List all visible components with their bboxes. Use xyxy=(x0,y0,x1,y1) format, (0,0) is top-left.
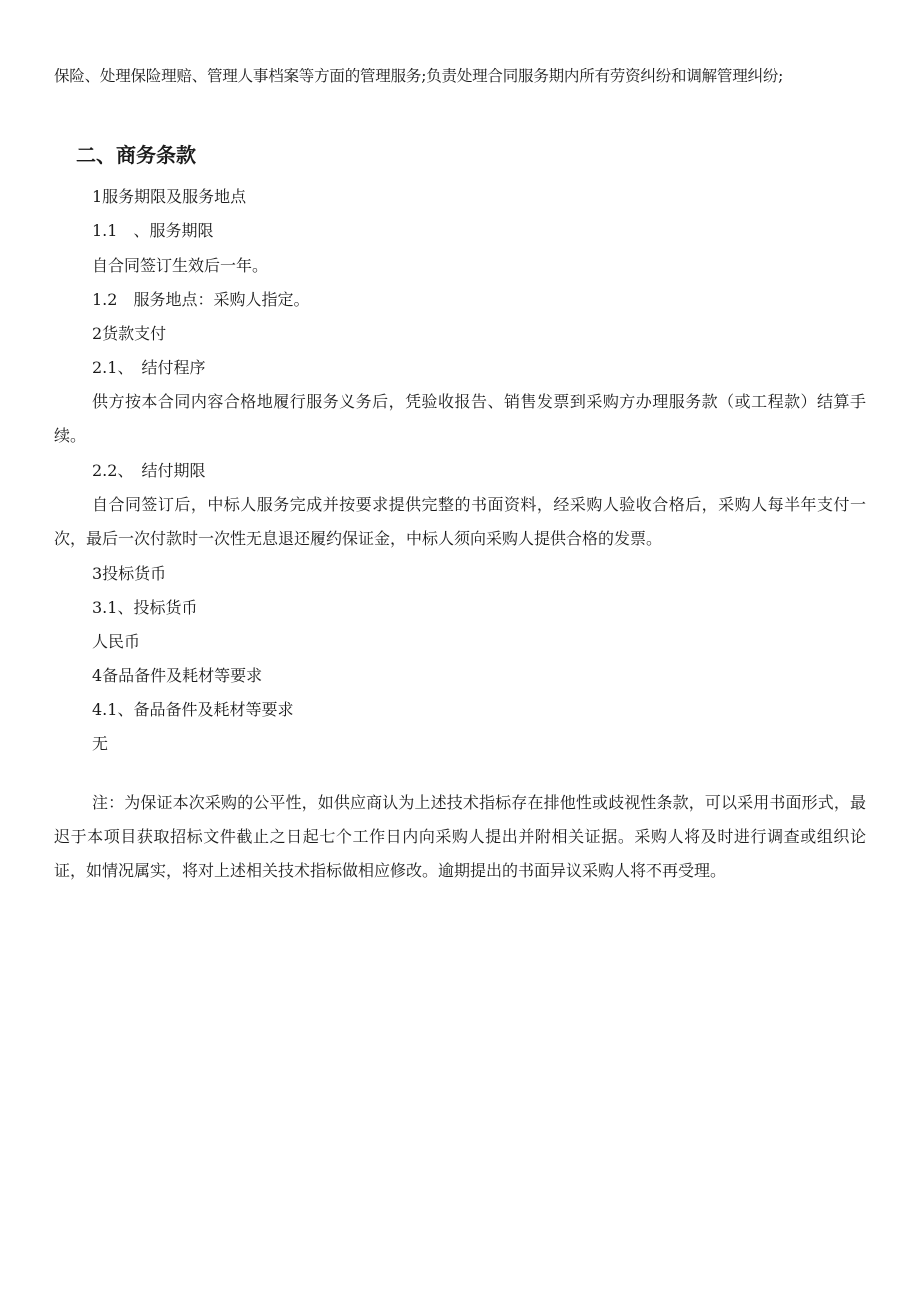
item-1-1-text: 自合同签订生效后一年。 xyxy=(92,256,269,275)
item-1-title: 1服务期限及服务地点 xyxy=(92,187,247,206)
item-2-2-text: 自合同签订后，中标人服务完成并按要求提供完整的书面资料，经采购人验收合格后，采购人每半年支付一次，最后一次付款时一次性无息退还履约保证金，中标人须向采购人提供合格的发票。 xyxy=(54,495,866,548)
item-3-1-text: 人民币 xyxy=(92,632,141,651)
item-1-1-title: 1.1 、服务期限 xyxy=(92,221,214,240)
item-2-title: 2货款支付 xyxy=(92,324,167,343)
item-2-1-title: 2.1、 结付程序 xyxy=(92,358,206,377)
item-2-1-text: 供方按本合同内容合格地履行服务义务后，凭验收报告、销售发票到采购方办理服务款（或工程款）结算手续。 xyxy=(54,392,866,445)
item-4-1-title: 4.1、备品备件及耗材等要求 xyxy=(92,700,294,719)
note-paragraph: 注：为保证本次采购的公平性，如供应商认为上述技术指标存在排他性或歧视性条款，可以采用书面形式，最迟于本项目获取招标文件截止之日起七个工作日内向采购人提出并附相关证据。采购人将及时进行调查或组织论证，如情况属实，将对上述相关技术指标做相应修改。逾期提出的书面异议采购人将不再受理。 xyxy=(54,793,866,880)
item-3-1-title: 3.1、投标货币 xyxy=(92,598,198,617)
item-4-1-text: 无 xyxy=(92,734,109,753)
item-4-title: 4备品备件及耗材等要求 xyxy=(92,666,263,685)
item-2-2-title: 2.2、 结付期限 xyxy=(92,461,206,480)
intro-line: 保险、处理保险理赔、管理人事档案等方面的管理服务;负责处理合同服务期内所有劳资纠纷和调解管理纠纷; xyxy=(54,67,784,85)
item-1-2-title: 1.2 服务地点：采购人指定。 xyxy=(92,290,310,309)
item-3-title: 3投标货币 xyxy=(92,564,167,583)
section-heading: 二、商务条款 xyxy=(76,143,196,167)
